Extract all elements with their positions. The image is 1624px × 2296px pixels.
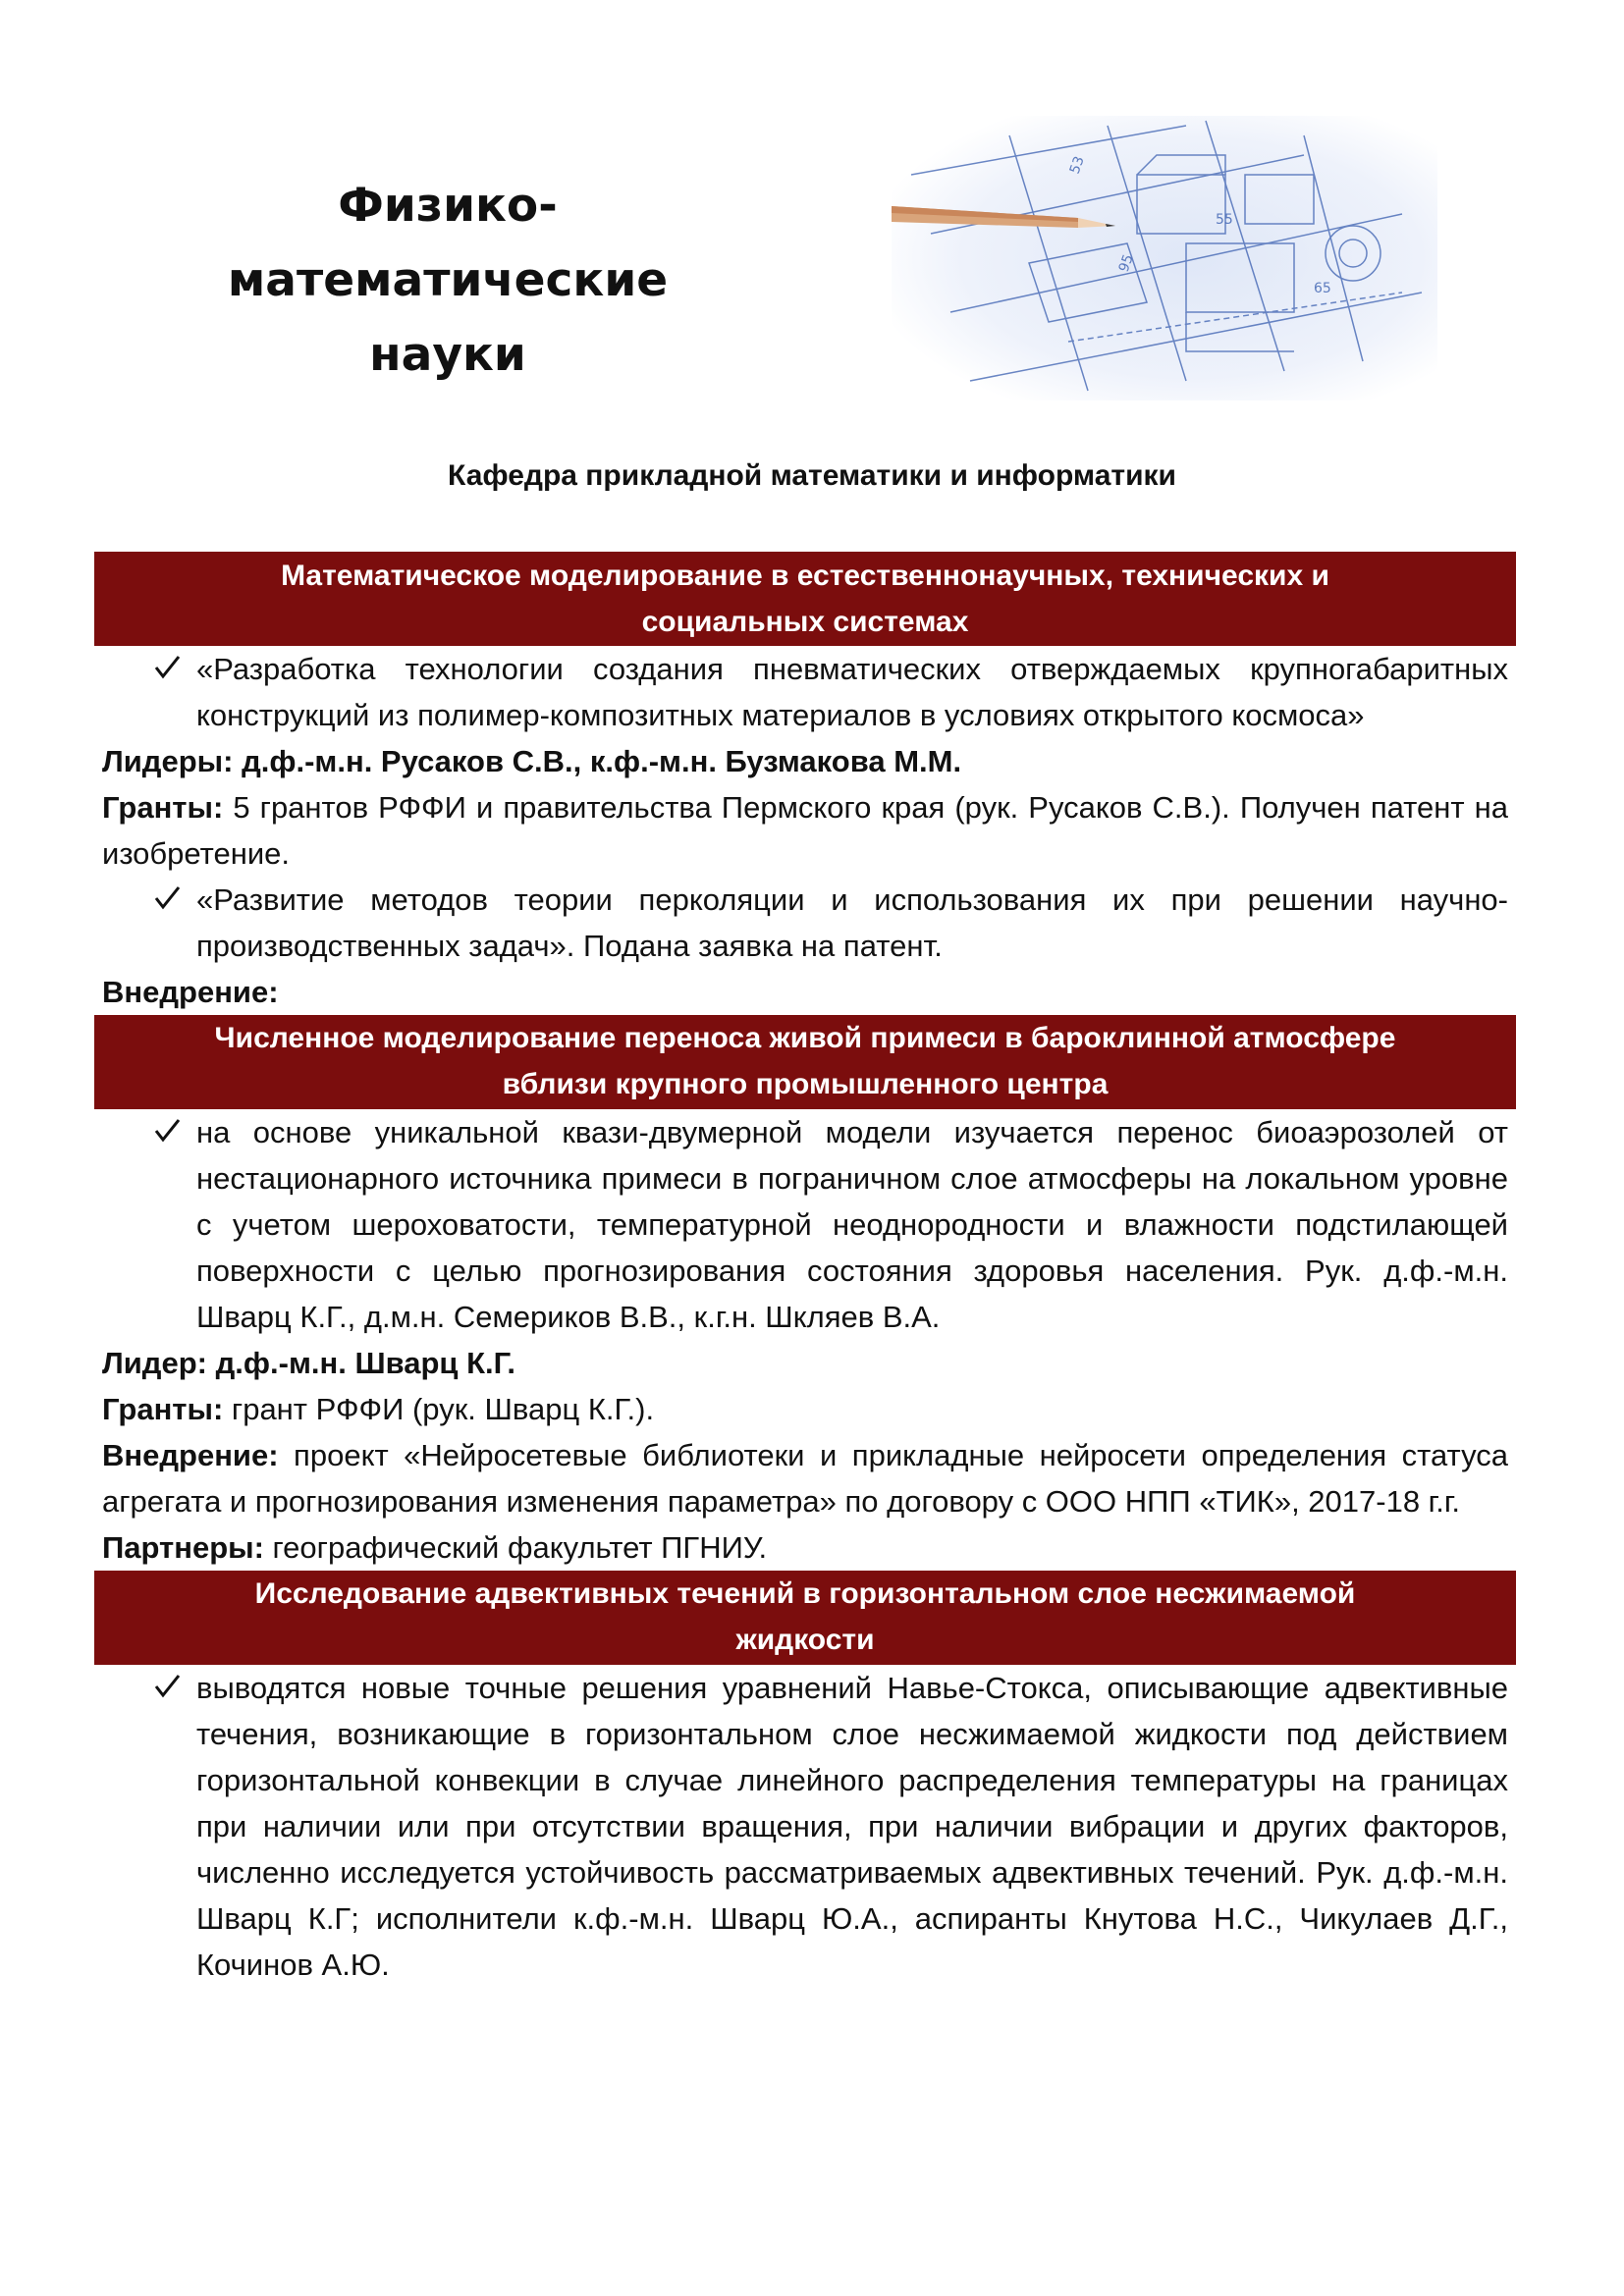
grants-label: Гранты: <box>102 1392 224 1426</box>
checkmark-icon <box>153 1109 183 1155</box>
grants-label: Гранты: <box>102 790 224 825</box>
department-heading: Кафедра прикладной математики и информатики <box>448 459 1176 492</box>
section-heading-2-line-2: вблизи крупного промышленного центра <box>502 1068 1109 1100</box>
leader-line: Лидер: д.ф.-м.н. Шварц К.Г. <box>102 1346 515 1380</box>
section-heading-1-line-1: Математическое моделирование в естественнонаучных, технических и <box>281 560 1329 592</box>
svg-text:65: 65 <box>1314 281 1331 296</box>
svg-text:95: 95 <box>1115 252 1137 275</box>
checkmark-icon <box>153 646 183 692</box>
list-item <box>102 877 1508 969</box>
list-item-text: «Разработка технологии создания пневматических отверждаемых крупногабаритных конструкций из полимер-композитных материалов в условиях открытого космоса» <box>196 652 1508 732</box>
list-item <box>102 646 1508 738</box>
section-heading-2-line-1: Численное моделирование переноса живой примеси в бароклинной атмосфере <box>214 1022 1396 1054</box>
implementation-text: проект «Нейросетевые библиотеки и прикладные нейросети определения статуса агрегата и прогнозирования изменения параметра» по договору с ООО НПП «ТИК», 2017-18 г.г. <box>102 1438 1508 1519</box>
section-heading-2 <box>94 1015 1516 1109</box>
section-heading-3 <box>94 1571 1516 1665</box>
svg-text:55: 55 <box>1216 212 1233 228</box>
section-heading-3-line-2: жидкости <box>735 1624 875 1656</box>
implementation-line <box>102 1432 1508 1524</box>
implementation-label: Внедрение: <box>102 975 279 1009</box>
partners-line <box>102 1524 1508 1571</box>
partners-text: географический факультет ПГНИУ. <box>263 1530 768 1565</box>
grants-text: 5 грантов РФФИ и правительства Пермского края (рук. Русаков С.В.). Получен патент на изобретение. <box>102 790 1508 871</box>
list-item-text: на основе уникальной квази-двумерной модели изучается перенос биоаэрозолей от нестационарного источника примеси в пограничном слое атмосферы на локальном уровне с учетом шероховатости, температурной неоднородности и влажности подстилающей поверхности с целью прогнозирования состояния здоровья населения. Рук. д.ф.-м.н. Шварц К.Г., д.м.н. Семериков В.В., к.г.н. Шкляев В.А. <box>196 1115 1508 1334</box>
list-item-text: «Развитие методов теории перколяции и использования их при решении научно-производственных задач». Подана заявка на патент. <box>196 882 1508 963</box>
list-item <box>102 1109 1508 1340</box>
leaders-line: Лидеры: д.ф.-м.н. Русаков С.В., к.ф.-м.н. Бузмакова М.М. <box>102 744 962 778</box>
section-heading-1-line-2: социальных системах <box>641 606 969 638</box>
checkmark-icon <box>153 877 183 923</box>
list-item-text: выводятся новые точные решения уравнений Навье-Стокса, описывающие адвективные течения, возникающие в горизонтальном слое несжимаемой жидкости под действием горизонтальной конвекции в случае линейного распределения температуры на границах при наличии или при отсутствии вращения, при наличии вибрации и других факторов, численно исследуется устойчивость рассматриваемых адвективных течений. Рук. д.ф.-м.н. Шварц К.Г; исполнители к.ф.-м.н. Шварц Ю.А., аспиранты Кнутова Н.С., Чикулаев Д.Г., Кочинов А.Ю. <box>196 1671 1508 1982</box>
section-heading-3-line-1: Исследование адвективных течений в горизонтальном слое несжимаемой <box>254 1577 1356 1610</box>
page-title <box>134 169 762 393</box>
svg-text:53: 53 <box>1066 154 1088 177</box>
grants-line <box>102 784 1508 877</box>
title-line-2: науки <box>369 328 526 382</box>
title-line-1: Физико-математические <box>227 179 669 307</box>
partners-label: Партнеры: <box>102 1530 264 1565</box>
list-item <box>102 1665 1508 1988</box>
grants-line <box>102 1386 1508 1432</box>
blueprint-pencil-image <box>892 116 1437 400</box>
document-body <box>102 552 1508 1988</box>
grants-text: грант РФФИ (рук. Шварц К.Г.). <box>223 1392 655 1426</box>
section-heading-1 <box>94 552 1516 646</box>
implementation-label: Внедрение: <box>102 1438 279 1472</box>
checkmark-icon <box>153 1665 183 1711</box>
